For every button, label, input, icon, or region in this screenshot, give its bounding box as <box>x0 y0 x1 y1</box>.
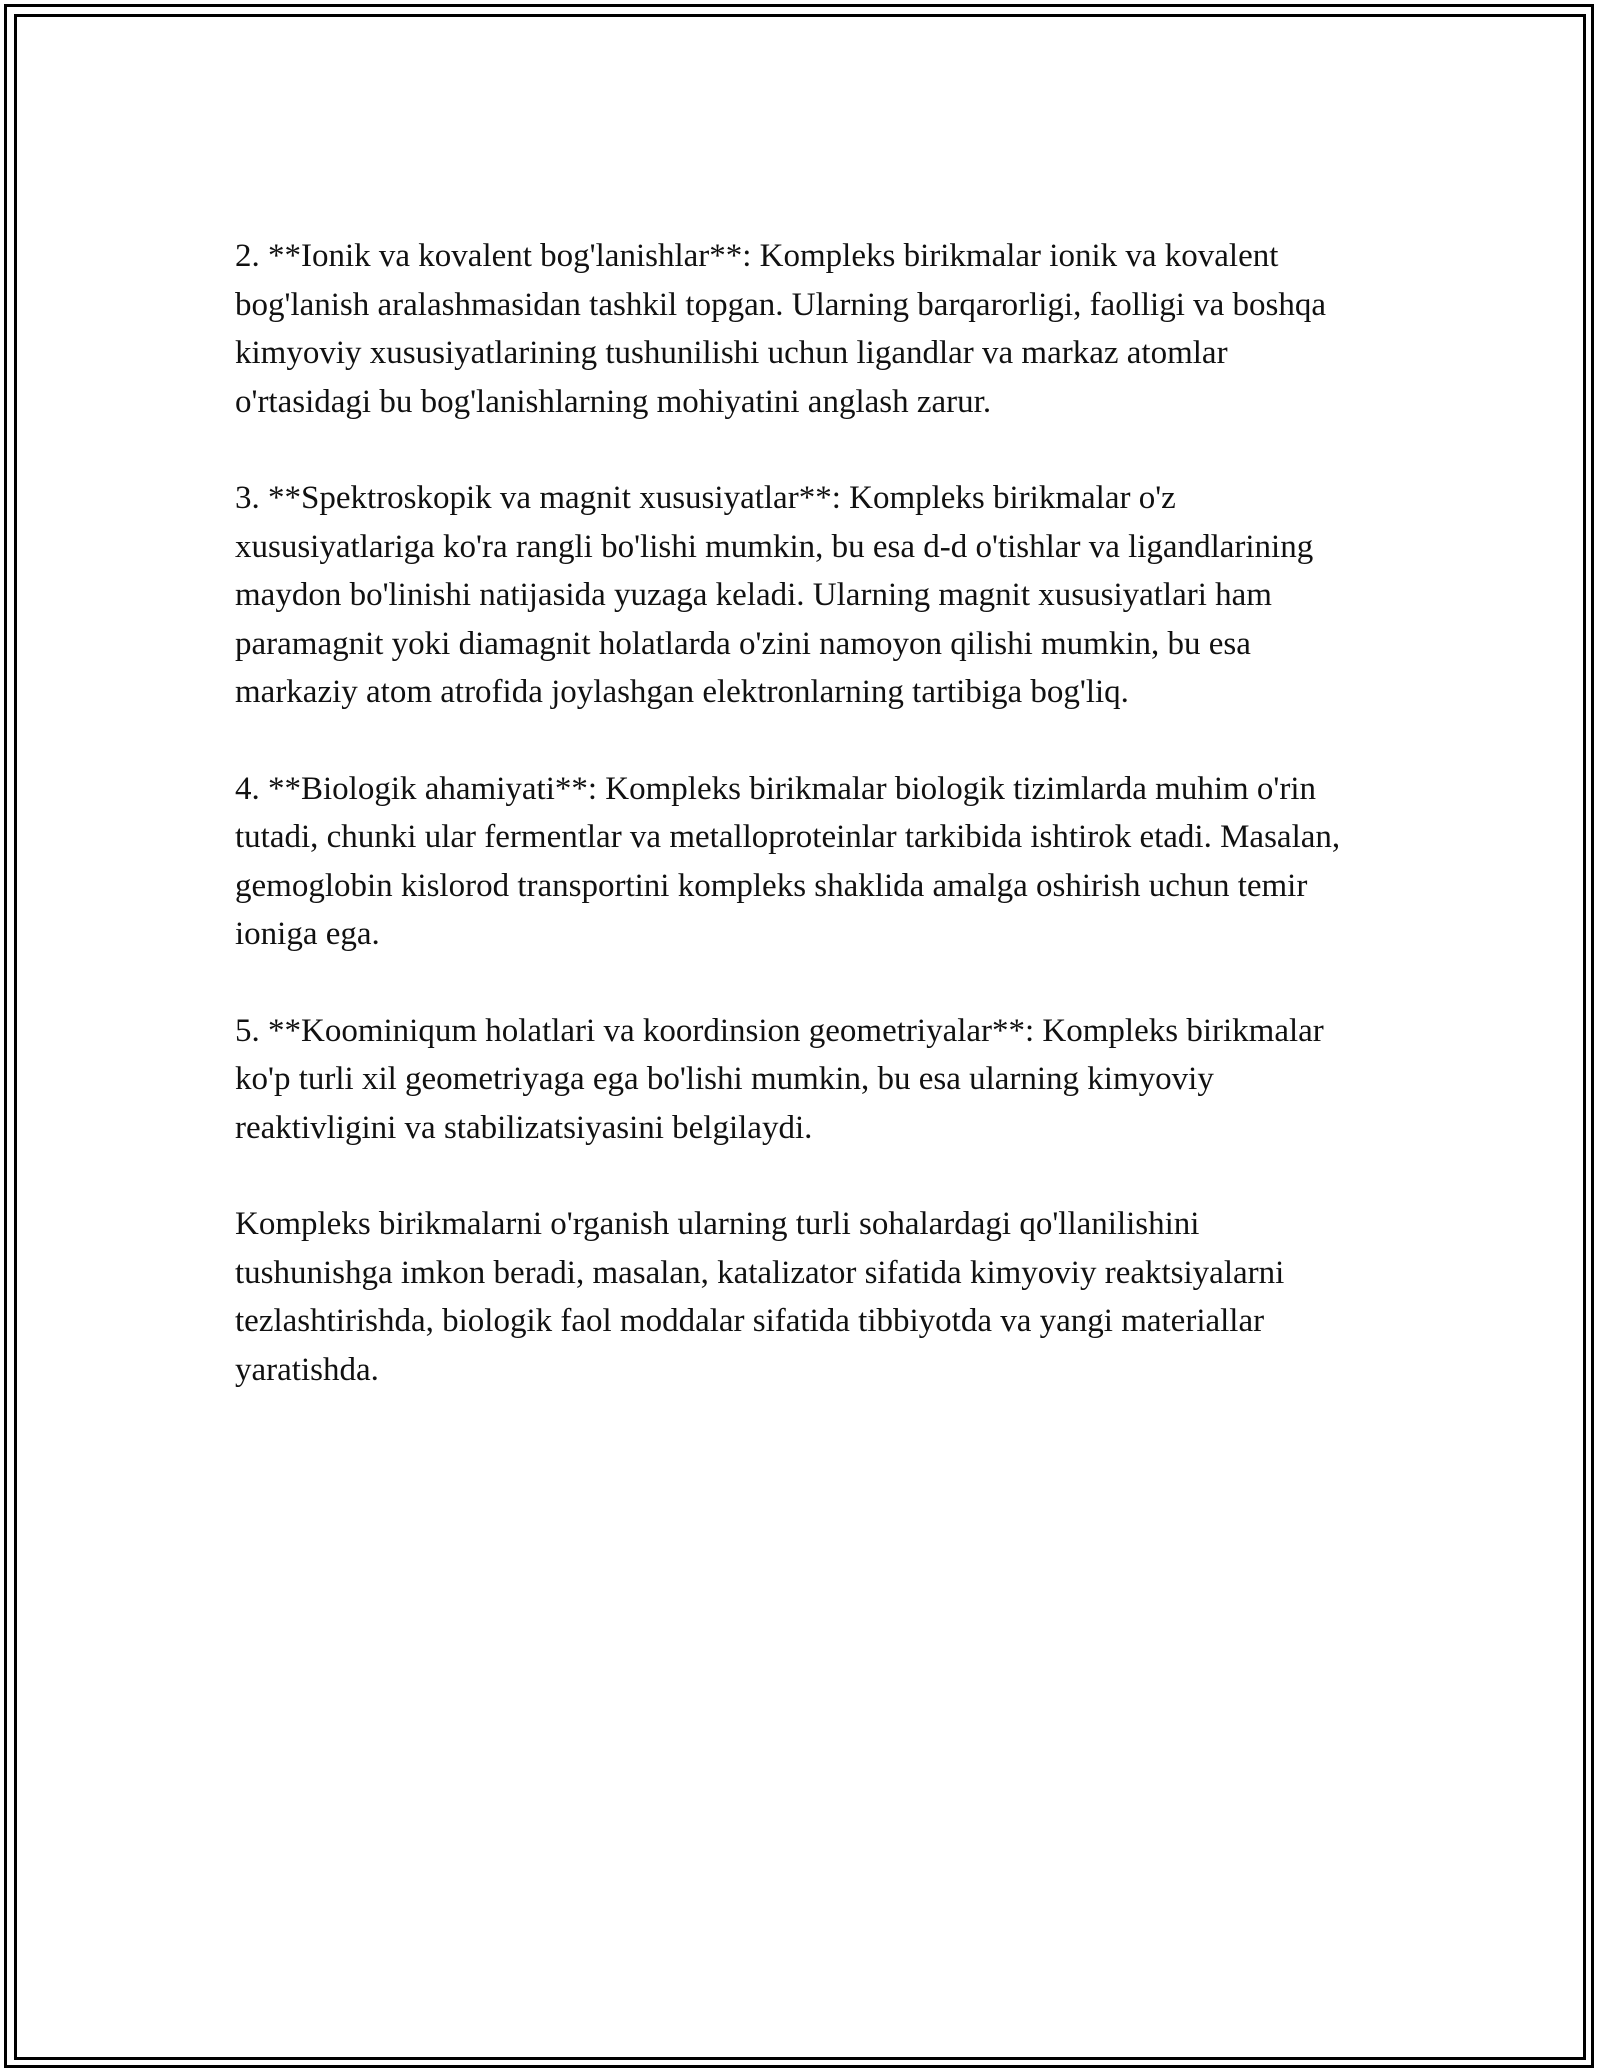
document-body <box>235 232 1365 1442</box>
paragraph-biological-significance: 4. **Biologik ahamiyati**: Kompleks birikmalar biologik tizimlarda muhim o'rin tutadi, chunki ular fermentlar va metalloproteinlar tarkibida ishtirok etadi. Masalan, gemoglobin kislorod transportini kompleks shaklida amalga oshirish uchun temir ioniga ega. <box>235 770 1341 952</box>
paragraph-ionic-covalent-bonds: 2. **Ionik va kovalent bog'lanishlar**: Kompleks birikmalar ionik va kovalent bog'lanish aralashmasidan tashkil topgan. Ularning barqarorligi, faolligi va boshqa kimyoviy xususiyatlarining tushunilishi uchun ligandlar va markaz atomlar o'rtasidagi bu bog'lanishlarning mohiyatini anglash zarur. <box>235 238 1327 420</box>
paragraph-spectroscopic-magnetic: 3. **Spektroskopik va magnit xususiyatlar**: Kompleks birikmalar o'z xususiyatlariga ko'ra rangli bo'lishi mumkin, bu esa d-d o'tishlar va ligandlarining maydon bo'linishi natijasida yuzaga keladi. Ularning magnit xususiyatlari ham paramagnit yoki diamagnit holatlarda o'zini namoyon qilishi mumkin, bu esa markaziy atom atrofida joylashgan elektronlarning tartibiga bog'liq. <box>235 480 1314 710</box>
paragraph-conclusion: Kompleks birikmalarni o'rganish ularning turli sohalardagi qo'llanilishini tushunishga imkon beradi, masalan, katalizator sifatida kimyoviy reaktsiyalarni tezlashtirishda, biologik faol moddalar sifatida tibbiyotda va yangi materiallar yaratishda. <box>235 1206 1285 1388</box>
paragraph-coordination-geometry: 5. **Koominiqum holatlari va koordinsion geometriyalar**: Kompleks birikmalar ko'p turli xil geometriyaga ega bo'lishi mumkin, bu esa ularning kimyoviy reaktivligini va stabilizatsiyasini belgilaydi. <box>235 1012 1324 1146</box>
